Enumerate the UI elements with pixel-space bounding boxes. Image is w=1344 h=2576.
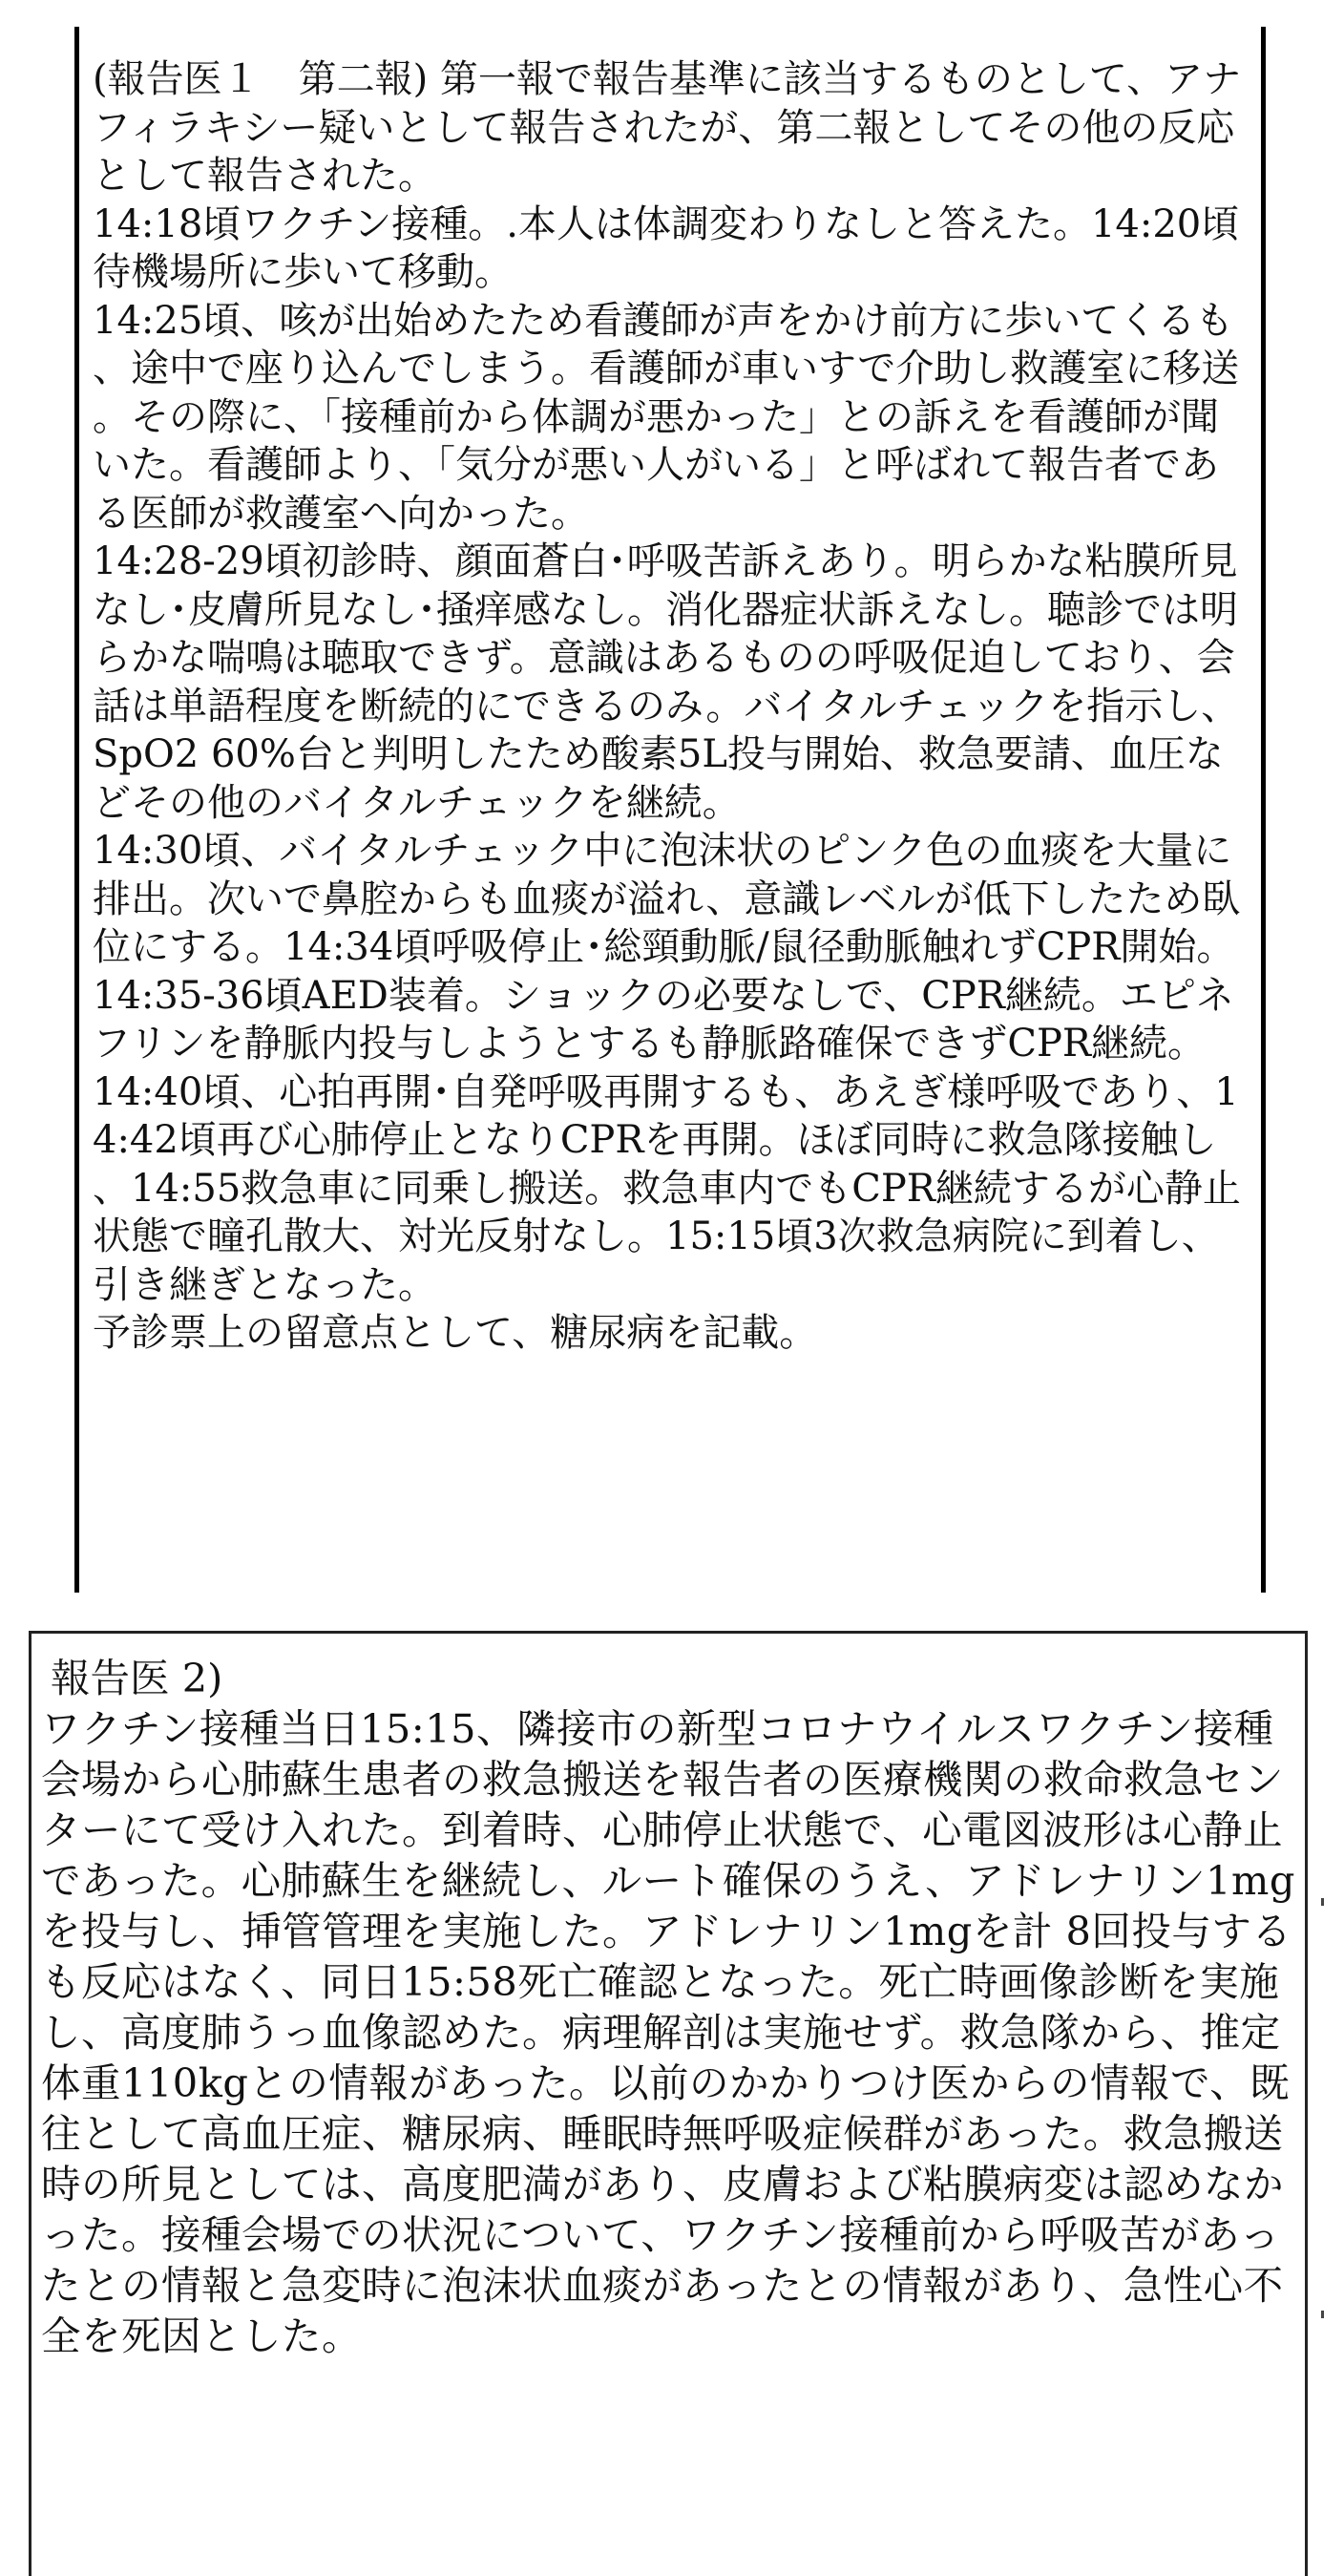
- report-1-paragraph-2: 14:18頃ワクチン接種。.本人は体調変わりなしと答えた。14:20頃待機場所に歩いて移動。: [93, 201, 1240, 294]
- report-1-paragraph-1: (報告医１ 第二報) 第一報で報告基準に該当するものとして、アナフィラキシー疑いとして報告されたが、第二報としてその他の反応として報告された。: [93, 57, 1242, 198]
- scan-artifact-mark: [1321, 2311, 1324, 2318]
- report-1-paragraph-3: 14:25頃、咳が出始めたため看護師が声をかけ前方に歩いてくるも、途中で座り込んでしまう。看護師が車いすで介助し救護室に移送。その際に、「接種前から体調が悪かった」との訴えを看護師が聞いた。看護師より、「気分が悪い人がいる」と呼ばれて報告者である医師が救護室へ向かった。: [93, 298, 1240, 536]
- report-1-panel: [74, 27, 1266, 1593]
- report-1-paragraph-5: 14:30頃、バイタルチェック中に泡沫状のピンク色の血痰を大量に排出。次いで鼻腔からも血痰が溢れ、意識レベルが低下したため臥位にする。14:34頃呼吸停止･総頸動脈/鼠径動脈触れずCPR開始。14:35-36頃AED装着。ショックの必要なしで、CPR継続。エピネフリンを静脈内投与しようとするも静脈路確保できずCPR継続。: [93, 829, 1241, 1066]
- report-1-paragraph-4: 14:28-29頃初診時、顔面蒼白･呼吸苦訴えあり。明らかな粘膜所見なし･皮膚所見なし･掻痒感なし。消化器症状訴えなし。聴診では明らかな喘鳴は聴取できず。意識はあるものの呼吸促迫しており、会話は単語程度を断続的にできるのみ。バイタルチェックを指示し、SpO2 60%台と判明したため酸素5L投与開始、救急要請、血圧などその他のバイタルチェックを継続。: [93, 539, 1240, 825]
- report-1-paragraph-7: 予診票上の留意点として、糖尿病を記載。: [93, 1311, 818, 1355]
- report-2-panel: [29, 1631, 1308, 2576]
- report-2-body: ワクチン接種当日15:15、隣接市の新型コロナウイルスワクチン接種会場から心肺蘇生患者の救急搬送を報告者の医療機関の救命救急センターにて受け入れた。到着時、心肺停止状態で、心電図波形は心静止であった。心肺蘇生を継続し、ルート確保のうえ、アドレナリン1mgを投与し、挿管管理を実施した。アドレナリン1mgを計 8回投与するも反応はなく、同日15:58死亡確認となった。死亡時画像診断を実施し、高度肺うっ血像認めた。病理解剖は実施せず。救急隊から、推定体重110kgとの情報があった。以前のかかりつけ医からの情報で、既往として高血圧症、糖尿病、睡眠時無呼吸症候群があった。救急搬送時の所見としては、高度肥満があり、皮膚および粘膜病変は認めなかった。接種会場での状況について、ワクチン接種前から呼吸苦があったとの情報と急変時に泡沫状血痰があったとの情報があり、急性心不全を死因とした。: [41, 1705, 1295, 2359]
- report-1-paragraph-6: 14:40頃、心拍再開･自発呼吸再開するも、あえぎ様呼吸であり、14:42頃再び心肺停止となりCPRを再開。ほぼ同時に救急隊接触し、14:55救急車に同乗し搬送。救急車内でもCPR継続するが心静止状態で瞳孔散大、対光反射なし。15:15頃3次救急病院に到着し、引き継ぎとなった。: [93, 1069, 1241, 1307]
- report-2-heading: 報告医 2): [51, 1655, 223, 1701]
- scan-artifact-mark: [1321, 1898, 1324, 1906]
